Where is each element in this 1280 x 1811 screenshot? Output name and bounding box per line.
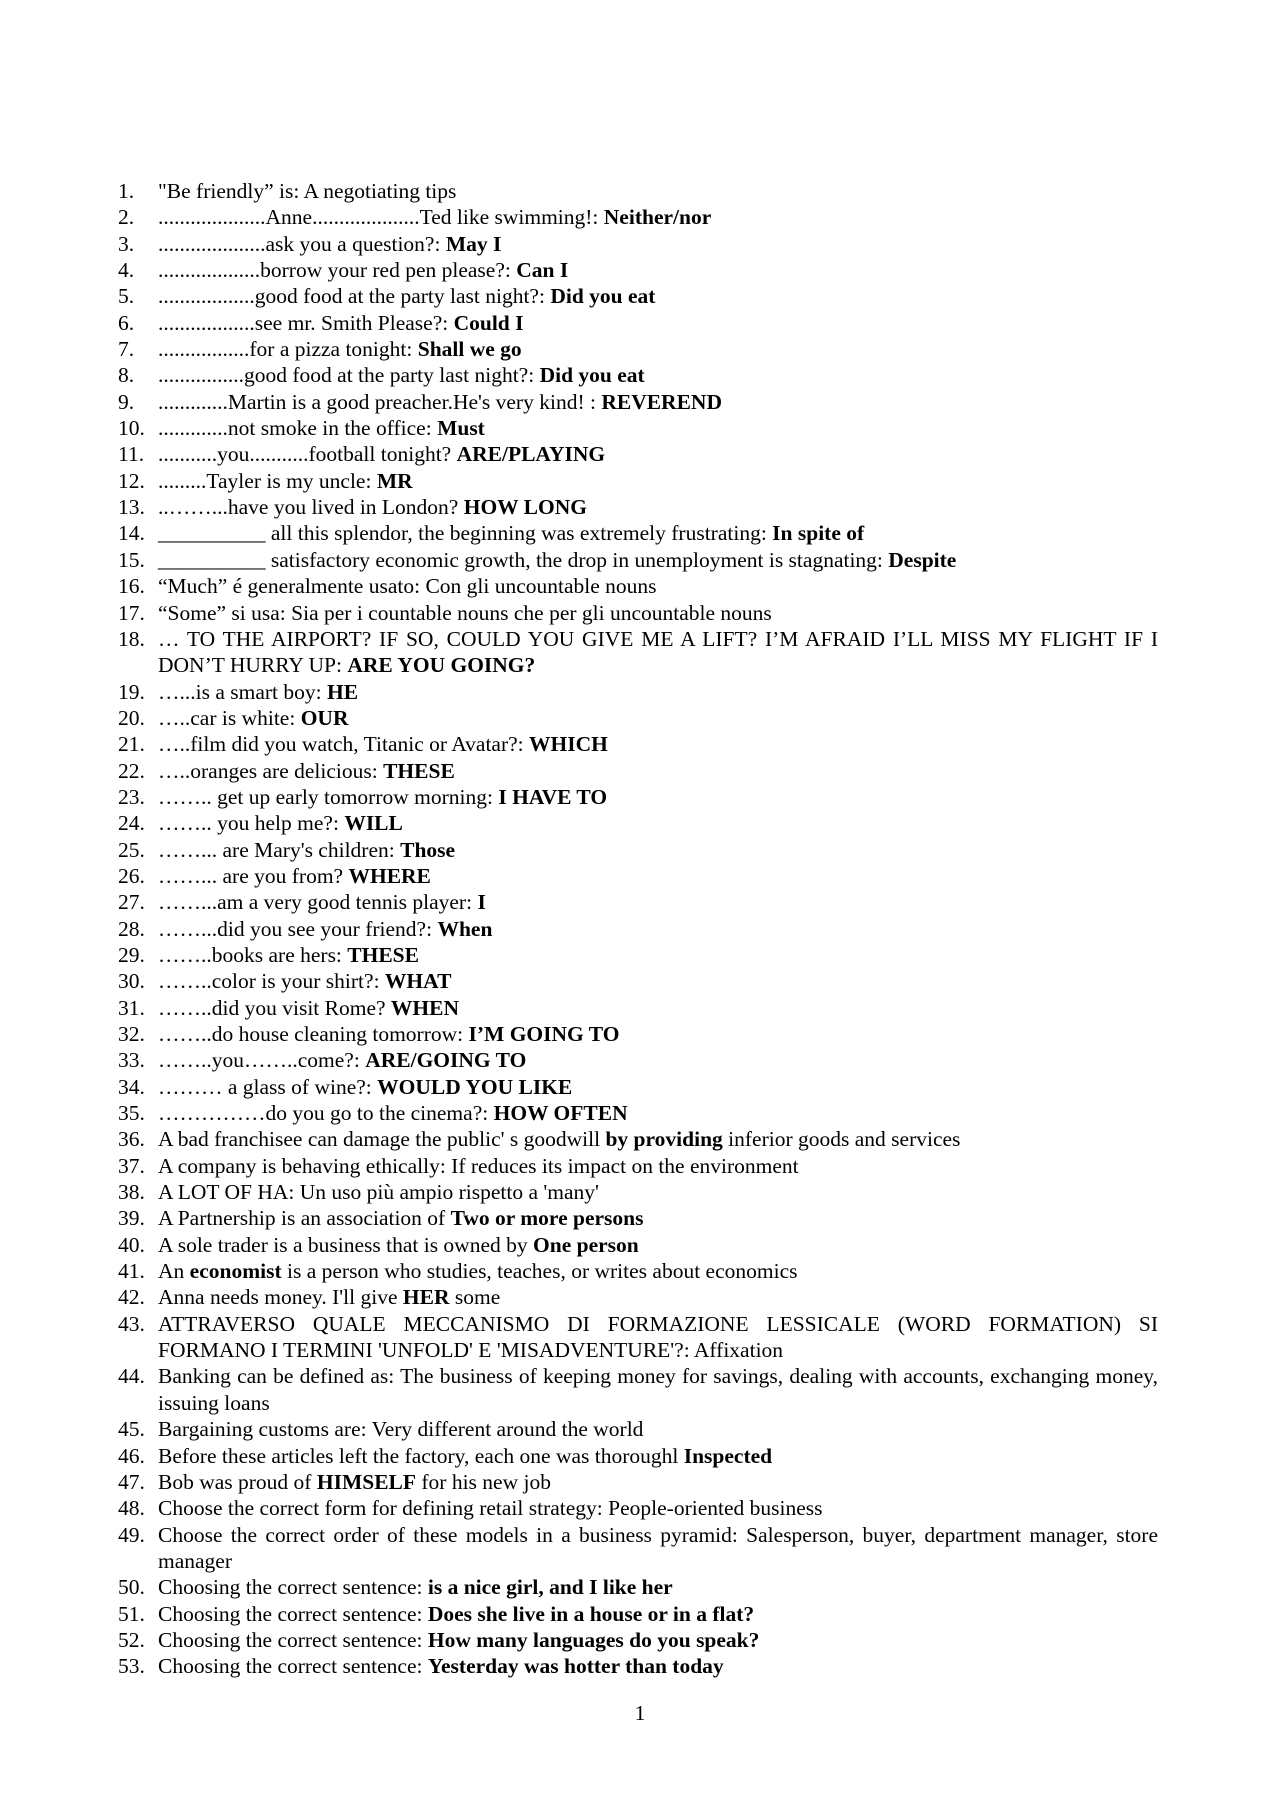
list-item [118,1363,1158,1416]
answer-text: ARE/PLAYING [456,442,606,467]
question-text: Choosing the correct sentence: [158,1627,428,1652]
answer-text: When [437,916,493,941]
question-text: Anna needs money. I'll give [158,1285,403,1310]
question-text: ....................Anne....................Ted like swimming!: [158,205,604,230]
item-number: 6. [118,310,135,335]
item-number: 7. [118,337,135,362]
list-item [118,204,1158,230]
question-text: __________ satisfactory economic growth, the drop in unemployment is stagnating: [158,547,889,572]
list-item [118,600,1158,626]
answer-text: MR [376,468,413,493]
question-text: .............not smoke in the office: [158,416,438,441]
question-text: .............Martin is a good preacher.He's very kind! : [158,389,602,414]
list-item [118,1153,1158,1179]
question-text: ...................borrow your red pen please?: [158,258,517,283]
question-text: Choosing the correct sentence: [158,1575,428,1600]
question-text: Banking can be defined as: The business of keeping money for savings, dealing with accounts, exchanging money, issuing loans [158,1364,1158,1415]
question-text: ……..you……..come?: [158,1048,366,1073]
question-text: ……..did you visit Rome? [158,995,391,1020]
answer-text: How many languages do you speak? [427,1627,760,1652]
list-item [118,1232,1158,1258]
answer-text: OUR [300,705,349,730]
question-text: ……… a glass of wine?: [158,1074,378,1099]
list-item [118,1522,1158,1575]
item-number: 30. [118,969,145,994]
answer-text: Two or more persons [450,1206,644,1231]
list-item [118,837,1158,863]
question-text: “Some” si usa: Sia per i countable nouns che per gli uncountable nouns [158,600,772,625]
item-number: 41. [118,1259,145,1284]
item-number: 48. [118,1496,145,1521]
item-number: 20. [118,705,145,730]
list-item [118,1469,1158,1495]
item-number: 49. [118,1522,145,1547]
question-text: …….. get up early tomorrow morning: [158,784,499,809]
list-item [118,758,1158,784]
list-item [118,283,1158,309]
item-number: 14. [118,521,145,546]
list-item [118,1179,1158,1205]
list-item [118,1443,1158,1469]
question-text: …..car is white: [158,705,301,730]
list-item [118,916,1158,942]
item-number: 4. [118,258,135,283]
item-number: 17. [118,600,145,625]
answer-text: Did you eat [539,363,645,388]
question-text: …..film did you watch, Titanic or Avatar?: [158,732,530,757]
list-item [118,1047,1158,1073]
question-text: ..................good food at the party last night?: [158,284,551,309]
list-item [118,1284,1158,1310]
item-number: 18. [118,626,145,651]
list-item [118,968,1158,994]
item-number: 44. [118,1364,145,1389]
item-number: 35. [118,1101,145,1126]
answer-text: In spite of [772,521,865,546]
question-text: A LOT OF HA: Un uso più ampio rispetto a 'many' [158,1180,599,1205]
question-text-after: inferior goods and services [722,1127,961,1152]
item-number: 21. [118,732,145,757]
item-number: 15. [118,547,145,572]
question-text-after: is a person who studies, teaches, or writes about economics [281,1259,798,1284]
answer-text: Those [400,837,456,862]
item-number: 31. [118,995,145,1020]
item-number: 36. [118,1127,145,1152]
item-number: 39. [118,1206,145,1231]
answer-text: WHAT [384,969,452,994]
answer-text: May I [445,231,502,256]
item-number: 28. [118,916,145,941]
question-text: Choosing the correct sentence: [158,1654,428,1679]
question-text: … TO THE AIRPORT? IF SO, COULD YOU GIVE ME A LIFT? I’M AFRAID I’LL MISS MY FLIGHT IF I DON’T HURRY UP: [158,626,1158,678]
list-item [118,679,1158,705]
answer-text: Could I [453,310,524,335]
question-text: A bad franchisee can damage the public' s goodwill [158,1127,606,1152]
list-item [118,1601,1158,1627]
item-number: 37. [118,1153,145,1178]
question-text: ……... are Mary's children: [158,837,401,862]
question-text: ……... are you from? [158,863,349,888]
answer-text: Can I [516,258,569,283]
answer-text: HOW OFTEN [493,1101,628,1126]
question-text: ……...did you see your friend?: [158,916,438,941]
item-number: 27. [118,890,145,915]
answer-text: ARE YOU GOING? [347,653,536,678]
list-item [118,1311,1158,1364]
list-item [118,468,1158,494]
answer-text: HE [327,679,359,704]
list-item [118,441,1158,467]
answer-text: THESE [383,758,455,783]
answer-text: WOULD YOU LIKE [377,1074,573,1099]
list-item [118,705,1158,731]
answer-text: ARE/GOING TO [365,1048,527,1073]
item-number: 22. [118,758,145,783]
list-item [118,231,1158,257]
question-text: ..……...have you lived in London? [158,495,464,520]
item-number: 8. [118,363,135,388]
list-item [118,731,1158,757]
answer-text: WHEN [390,995,460,1020]
question-list [118,178,1158,1680]
item-number: 51. [118,1601,145,1626]
item-number: 16. [118,574,145,599]
item-number: 25. [118,837,145,862]
item-number: 19. [118,679,145,704]
item-number: 10. [118,416,145,441]
question-text: Choosing the correct sentence: [158,1601,428,1626]
question-text: A Partnership is an association of [158,1206,451,1231]
answer-text: HER [402,1285,450,1310]
question-text: ……..color is your shirt?: [158,969,385,994]
list-item [118,1627,1158,1653]
answer-text: Neither/nor [603,205,712,230]
question-text: ...........you...........football tonight? [158,442,457,467]
answer-text: I HAVE TO [498,784,608,809]
question-text: …..oranges are delicious: [158,758,384,783]
question-text: .........Tayler is my uncle: [158,468,377,493]
answer-text: WILL [344,811,403,836]
list-item [118,520,1158,546]
answer-text: Yesterday was hotter than today [427,1654,724,1679]
item-number: 24. [118,811,145,836]
item-number: 34. [118,1074,145,1099]
list-item [118,389,1158,415]
question-text: ……..do house cleaning tomorrow: [158,1022,469,1046]
page-number: 1 [634,1701,646,1725]
item-number: 40. [118,1232,145,1257]
question-text: ……………do you go to the cinema?: [158,1101,494,1126]
answer-text: Inspected [683,1443,773,1468]
list-item [118,336,1158,362]
answer-text: I’M GOING TO [468,1022,620,1046]
question-text-after: some [449,1285,501,1310]
list-item [118,810,1158,836]
answer-text: One person [533,1232,639,1257]
list-item [118,1021,1158,1047]
question-text: .................for a pizza tonight: [158,337,418,362]
question-text: ……..books are hers: [158,942,348,967]
list-item [118,547,1158,573]
answer-text: Must [437,416,485,441]
question-text-after: for his new job [416,1469,551,1494]
item-number: 3. [118,231,135,256]
answer-text: WHICH [529,732,608,757]
answer-text: Does she live in a house or in a flat? [427,1601,755,1626]
answer-text: WHERE [348,863,431,888]
question-text: ................good food at the party last night?: [158,363,540,388]
answer-text: economist [189,1259,282,1284]
item-number: 45. [118,1417,145,1442]
answer-text: I [477,890,486,915]
answer-text: REVEREND [601,389,722,414]
answer-text: HOW LONG [463,495,587,520]
list-item [118,573,1158,599]
list-item [118,362,1158,388]
list-item [118,863,1158,889]
question-text: ....................ask you a question?: [158,231,446,256]
item-number: 38. [118,1180,145,1205]
item-number: 5. [118,284,135,309]
item-number: 52. [118,1627,145,1652]
question-text: …….. you help me?: [158,811,345,836]
item-number: 9. [118,389,135,414]
list-item [118,995,1158,1021]
list-item [118,784,1158,810]
question-text: Bob was proud of [158,1469,317,1494]
item-number: 32. [118,1022,145,1046]
list-item [118,1574,1158,1600]
answer-text: Despite [888,547,957,572]
item-number: 12. [118,468,145,493]
list-item [118,1100,1158,1126]
list-item [118,889,1158,915]
list-item [118,257,1158,283]
question-text: Choose the correct form for defining retail strategy: People-oriented business [158,1496,823,1521]
list-item [118,1495,1158,1521]
item-number: 47. [118,1469,145,1494]
list-item [118,415,1158,441]
item-number: 23. [118,784,145,809]
item-number: 1. [118,179,135,203]
question-text: Before these articles left the factory, each one was thoroughl [158,1443,684,1468]
question-text: “Much” é generalmente usato: Con gli uncountable nouns [158,574,657,599]
question-text: An [158,1259,190,1284]
item-number: 11. [118,442,145,467]
item-number: 29. [118,942,145,967]
item-number: 2. [118,205,135,230]
list-item [118,1074,1158,1100]
answer-text: Did you eat [550,284,656,309]
list-item [118,178,1158,204]
item-number: 26. [118,863,145,888]
question-text: …...is a smart boy: [158,679,327,704]
list-item [118,310,1158,336]
answer-text: by providing [605,1127,723,1152]
question-text: ATTRAVERSO QUALE MECCANISMO DI FORMAZIONE LESSICALE (WORD FORMATION) SI FORMANO I TERMINI 'UNFOLD' E 'MISADVENTURE'?: Affixation [158,1311,1158,1363]
question-text: Choose the correct order of these models in a business pyramid: Salesperson, buyer, department manager, store manager [158,1522,1158,1573]
question-text: "Be friendly” is: A negotiating tips [158,179,457,203]
list-item [118,626,1158,679]
list-item [118,1126,1158,1152]
question-text: ……...am a very good tennis player: [158,890,478,915]
question-text: ..................see mr. Smith Please?: [158,310,454,335]
item-number: 53. [118,1654,145,1679]
question-text: __________ all this splendor, the beginning was extremely frustrating: [158,521,773,546]
item-number: 50. [118,1575,145,1600]
question-text: A sole trader is a business that is owned by [158,1232,534,1257]
list-item [118,494,1158,520]
item-number: 42. [118,1285,145,1310]
answer-text: HIMSELF [316,1469,417,1494]
answer-text: is a nice girl, and I like her [427,1575,673,1600]
item-number: 46. [118,1443,145,1468]
item-number: 43. [118,1311,145,1336]
question-text: A company is behaving ethically: If reduces its impact on the environment [158,1153,799,1178]
list-item [118,1258,1158,1284]
list-item [118,1416,1158,1442]
item-number: 13. [118,495,145,520]
question-text: Bargaining customs are: Very different around the world [158,1417,644,1442]
answer-text: Shall we go [417,337,522,362]
list-item [118,942,1158,968]
item-number: 33. [118,1048,145,1073]
answer-text: THESE [347,942,419,967]
list-item [118,1653,1158,1679]
list-item [118,1205,1158,1231]
